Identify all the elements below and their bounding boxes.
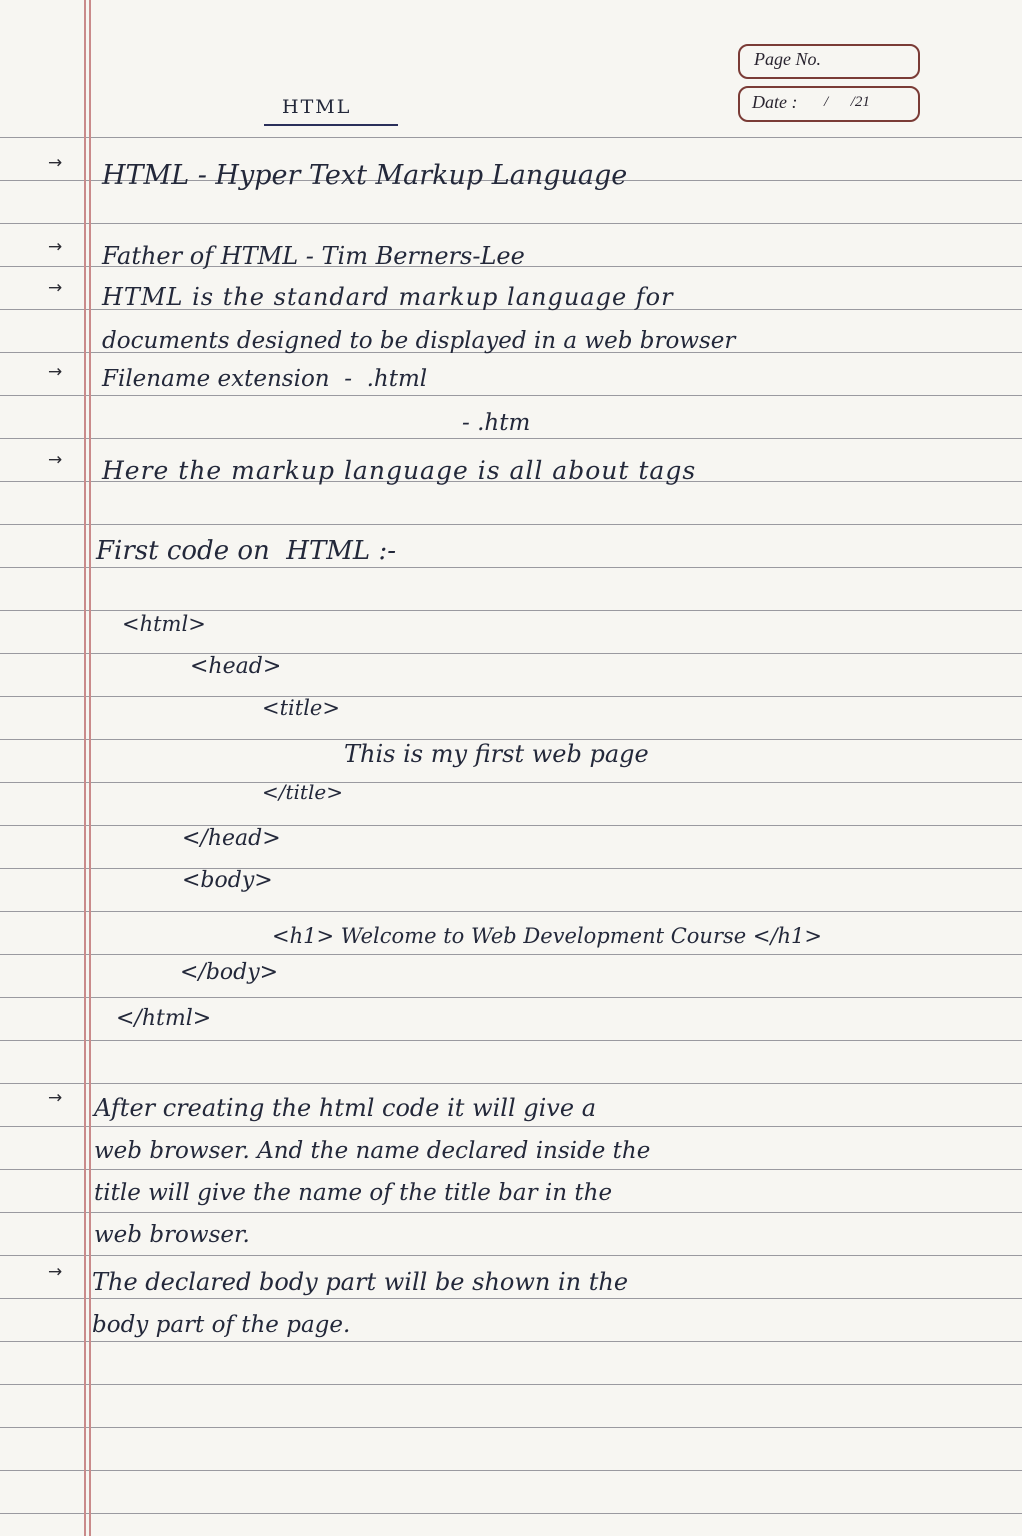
code-line: </head>: [182, 826, 281, 851]
code-heading: First code on HTML :-: [96, 536, 396, 566]
note-line: Here the markup language is all about tags: [102, 456, 697, 485]
note-line: documents designed to be displayed in a web browser: [102, 328, 736, 354]
arrow-bullet-icon: →: [48, 362, 63, 382]
arrow-bullet-icon: →: [48, 153, 63, 173]
note-line: The declared body part will be shown in the: [92, 1268, 629, 1296]
note-line: Filename extension - .html: [102, 366, 428, 392]
note-line: After creating the html code it will give a: [94, 1094, 597, 1122]
code-line: This is my first web page: [344, 740, 649, 768]
margin-line: [89, 0, 91, 1536]
arrow-bullet-icon: →: [48, 1088, 63, 1108]
note-line: HTML - Hyper Text Markup Language: [102, 160, 628, 191]
code-line: <h1> Welcome to Web Development Course </h1>: [272, 924, 823, 948]
page-number-date-box: [738, 44, 923, 122]
arrow-bullet-icon: →: [48, 278, 63, 298]
code-line: </title>: [262, 780, 343, 804]
date-label: Date :: [752, 92, 798, 112]
margin-line: [84, 0, 86, 1536]
code-line: <body>: [182, 868, 273, 893]
note-line: web browser.: [94, 1222, 250, 1248]
page-title: HTML: [282, 96, 352, 118]
note-line: HTML is the standard markup language for: [102, 283, 674, 311]
note-line: Father of HTML - Tim Berners-Lee: [102, 242, 525, 270]
note-line: web browser. And the name declared inside the: [94, 1138, 651, 1164]
page-no-label: Page No.: [754, 49, 821, 69]
arrow-bullet-icon: →: [48, 237, 63, 257]
code-line: </body>: [180, 960, 279, 985]
arrow-bullet-icon: →: [48, 450, 63, 470]
code-line: <html>: [122, 612, 206, 636]
code-line: </html>: [116, 1006, 212, 1031]
code-line: <title>: [262, 696, 340, 720]
note-line: - .htm: [462, 410, 531, 436]
date-value: / /21: [824, 94, 870, 110]
title-underline: [264, 124, 398, 126]
arrow-bullet-icon: →: [48, 1262, 63, 1282]
code-line: <head>: [190, 654, 282, 679]
note-line: title will give the name of the title bar in the: [94, 1180, 613, 1206]
note-line: body part of the page.: [92, 1312, 351, 1338]
